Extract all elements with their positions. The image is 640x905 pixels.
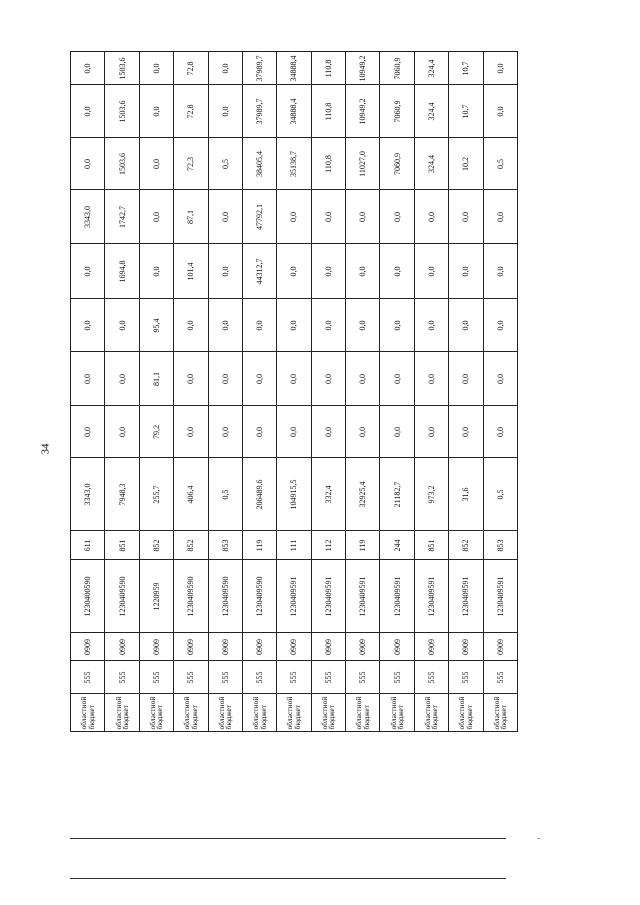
table-row [346,52,380,792]
table-cell-c6: 3343,0 [71,190,105,244]
table-cell-c5: 0,0 [414,244,448,299]
table-cell-c9: 0,0 [71,52,105,85]
table-cell-rzpr: 0909 [449,633,483,661]
table-cell-c3: 0,0 [174,352,208,406]
table-cell-c5: 0,0 [449,244,483,299]
table-cell-vr: 852 [174,531,208,560]
table-row [71,52,105,792]
table-cell-c2: 0,0 [71,406,105,458]
table-cell-c4: 0,0 [174,299,208,352]
table-cell-c8: 110,8 [311,85,345,138]
table-cell-c1: 104915,5 [277,458,311,531]
table-cell-c3: 0,0 [208,352,242,406]
table-cell-c3: 81,1 [139,352,173,406]
table-cell-name: областной бюджет [311,694,345,732]
table-cell-c7: 0,5 [208,138,242,190]
table-cell-ved: 555 [208,661,242,694]
table-cell-ved: 555 [71,661,105,694]
table-cell-c4: 0,0 [483,299,518,352]
table-cell-c9: 10,7 [449,52,483,85]
table-cell-name: областной бюджет [277,694,311,732]
table-cell-c4: 0,0 [71,299,105,352]
table-cell-vr: 112 [311,531,345,560]
table-row [139,52,173,792]
table-cell-c2: 0,0 [346,406,380,458]
table-cell-c3: 0,0 [449,352,483,406]
table-row [105,52,139,792]
table-cell-ved: 555 [174,661,208,694]
table-cell-c3: 0,0 [105,352,139,406]
signature-line [70,878,506,879]
table-cell-c2: 0,0 [414,406,448,458]
table-cell-c9: 34888,4 [277,52,311,85]
table-cell-c7: 35138,7 [277,138,311,190]
table-cell-c9: 0,0 [483,52,518,85]
table-cell-c8: 10,7 [449,85,483,138]
table-cell-csr: 1230409590 [105,560,139,633]
table-cell-c1: 332,4 [311,458,345,531]
table-cell-csr: 1230409591 [277,560,311,633]
budget-table [70,52,518,793]
table-cell-c4: 95,4 [139,299,173,352]
table-cell-c4: 0,0 [242,299,276,352]
table-cell-c2: 0,0 [483,406,518,458]
table-cell-c4: 0,0 [346,299,380,352]
table-cell-rzpr: 0909 [311,633,345,661]
table-cell-c2: 0,0 [105,406,139,458]
table-cell-ved: 555 [414,661,448,694]
table-cell-c2: 79,2 [139,406,173,458]
table-cell-c8: 1503,6 [105,85,139,138]
table-cell-c9: 324,4 [414,52,448,85]
table-cell-c6: 0,0 [346,190,380,244]
table-cell-c3: 0,0 [71,352,105,406]
table-cell-c2: 0,0 [208,406,242,458]
table-blank-cell [208,732,242,792]
table-cell-c5: 0,0 [139,244,173,299]
table-cell-vr: 119 [346,531,380,560]
table-cell-name: областной бюджет [139,694,173,732]
table-cell-csr: 1230409591 [311,560,345,633]
table-cell-c8: 0,0 [208,85,242,138]
table-row [449,52,483,792]
table-cell-c2: 0,0 [242,406,276,458]
table-cell-name: областной бюджет [174,694,208,732]
table-cell-c9: 10949,2 [346,52,380,85]
table-cell-csr: 1230409590 [208,560,242,633]
table-cell-c6: 47792,1 [242,190,276,244]
table-blank-cell [414,732,448,792]
table-cell-c1: 32925,4 [346,458,380,531]
table-cell-rzpr: 0909 [483,633,518,661]
table-cell-csr: 1230409591 [414,560,448,633]
table-cell-csr: 1230400590 [71,560,105,633]
table-cell-rzpr: 0909 [277,633,311,661]
table-cell-c8: 37989,7 [242,85,276,138]
page-number: 34 [39,443,52,455]
table-cell-rzpr: 0909 [105,633,139,661]
table-cell-c8: 0,0 [139,85,173,138]
table-row [414,52,448,792]
table-blank-cell [449,732,483,792]
table-cell-csr: 1230409591 [380,560,414,633]
table-cell-ved: 555 [311,661,345,694]
table-cell-c7: 1503,6 [105,138,139,190]
table-cell-c9: 110,8 [311,52,345,85]
table-cell-csr: 1230409590 [174,560,208,633]
table-cell-c3: 0,0 [242,352,276,406]
table-cell-name: областной бюджет [483,694,518,732]
table-cell-c8: 34888,4 [277,85,311,138]
table-cell-c1: 21182,7 [380,458,414,531]
table-cell-c8: 10949,2 [346,85,380,138]
table-cell-c1: 31,6 [449,458,483,531]
table-cell-c8: 72,8 [174,85,208,138]
scan-mark [537,838,540,839]
table-cell-c4: 0,0 [449,299,483,352]
table-cell-c5: 0,0 [380,244,414,299]
table-cell-c6: 87,1 [174,190,208,244]
table-cell-c3: 0,0 [311,352,345,406]
table-blank-cell [139,732,173,792]
table-blank-cell [174,732,208,792]
table-cell-c8: 7060,9 [380,85,414,138]
table-cell-csr: 1230409591 [346,560,380,633]
table-cell-csr: 1230409591 [483,560,518,633]
table-cell-c9: 7060,9 [380,52,414,85]
table-cell-vr: 852 [449,531,483,560]
table-cell-name: областной бюджет [208,694,242,732]
table-cell-rzpr: 0909 [139,633,173,661]
table-cell-c4: 0,0 [311,299,345,352]
table-cell-c4: 0,0 [277,299,311,352]
table-cell-c1: 0,5 [208,458,242,531]
table-cell-c3: 0,0 [346,352,380,406]
table-cell-c2: 0,0 [380,406,414,458]
table-blank-cell [483,732,518,792]
table-cell-c1: 406,4 [174,458,208,531]
table-cell-c6: 1742,7 [105,190,139,244]
table-cell-c7: 0,0 [139,138,173,190]
table-cell-name: областной бюджет [414,694,448,732]
table-cell-c2: 0,0 [277,406,311,458]
table-cell-name: областной бюджет [346,694,380,732]
table-cell-ved: 555 [483,661,518,694]
table-cell-vr: 851 [105,531,139,560]
table-cell-c4: 0,0 [414,299,448,352]
table-cell-c1: 3343,0 [71,458,105,531]
table-row [311,52,345,792]
budget-table-container [70,52,518,792]
table-row [174,52,208,792]
table-cell-c5: 1694,8 [105,244,139,299]
table-cell-vr: 244 [380,531,414,560]
table-cell-rzpr: 0909 [208,633,242,661]
table-row [277,52,311,792]
table-cell-name: областной бюджет [380,694,414,732]
table-cell-c6: 0,0 [311,190,345,244]
table-cell-c7: 324,4 [414,138,448,190]
table-cell-c6: 0,0 [380,190,414,244]
table-cell-c9: 0,0 [208,52,242,85]
signature-line [70,838,506,839]
table-cell-c6: 0,0 [277,190,311,244]
table-cell-c6: 0,0 [449,190,483,244]
table-cell-csr: 1230409591 [449,560,483,633]
table-cell-c8: 0,0 [71,85,105,138]
table-blank-cell [277,732,311,792]
table-cell-c5: 0,0 [483,244,518,299]
table-cell-csr: 1230409590 [242,560,276,633]
table-blank-cell [311,732,345,792]
table-cell-c1: 206489,6 [242,458,276,531]
table-cell-c3: 0,0 [414,352,448,406]
table-cell-c3: 0,0 [380,352,414,406]
table-cell-rzpr: 0909 [380,633,414,661]
table-cell-c6: 0,0 [414,190,448,244]
table-cell-vr: 853 [208,531,242,560]
table-cell-c4: 0,0 [208,299,242,352]
table-cell-vr: 111 [277,531,311,560]
table-cell-c8: 0,0 [483,85,518,138]
table-cell-ved: 555 [449,661,483,694]
table-cell-c9: 1503,6 [105,52,139,85]
table-row [380,52,414,792]
table-cell-c7: 7060,9 [380,138,414,190]
table-cell-name: областной бюджет [105,694,139,732]
table-cell-csr: 1220959 [139,560,173,633]
table-cell-ved: 555 [380,661,414,694]
table-cell-c7: 110,8 [311,138,345,190]
table-cell-c3: 0,0 [483,352,518,406]
table-cell-rzpr: 0909 [346,633,380,661]
table-cell-c6: 0,0 [139,190,173,244]
table-cell-c5: 0,0 [277,244,311,299]
table-blank-cell [105,732,139,792]
table-cell-c9: 72,8 [174,52,208,85]
table-cell-c2: 0,0 [174,406,208,458]
table-cell-ved: 555 [139,661,173,694]
table-cell-c9: 0,0 [139,52,173,85]
table-cell-rzpr: 0909 [71,633,105,661]
table-cell-ved: 555 [105,661,139,694]
table-row [208,52,242,792]
table-cell-c3: 0,0 [277,352,311,406]
table-blank-cell [380,732,414,792]
table-cell-c8: 324,4 [414,85,448,138]
table-cell-vr: 853 [483,531,518,560]
table-cell-rzpr: 0909 [414,633,448,661]
table-cell-c6: 0,0 [208,190,242,244]
table-cell-c5: 0,0 [208,244,242,299]
table-cell-c4: 0,0 [105,299,139,352]
table-blank-cell [71,732,105,792]
table-cell-c7: 0,0 [71,138,105,190]
table-cell-rzpr: 0909 [242,633,276,661]
table-cell-name: областной бюджет [71,694,105,732]
table-cell-ved: 555 [277,661,311,694]
table-row [483,52,518,792]
table-cell-c5: 44312,7 [242,244,276,299]
table-cell-c1: 255,7 [139,458,173,531]
table-row [242,52,276,792]
table-cell-ved: 555 [346,661,380,694]
table-cell-c7: 10,2 [449,138,483,190]
table-blank-cell [242,732,276,792]
table-cell-vr: 611 [71,531,105,560]
table-blank-cell [346,732,380,792]
table-cell-vr: 851 [414,531,448,560]
table-cell-ved: 555 [242,661,276,694]
table-cell-c2: 0,0 [449,406,483,458]
table-cell-c1: 0,5 [483,458,518,531]
table-cell-c5: 101,4 [174,244,208,299]
table-cell-c7: 38405,4 [242,138,276,190]
table-cell-name: областной бюджет [449,694,483,732]
table-cell-c7: 72,3 [174,138,208,190]
table-cell-c5: 0,0 [311,244,345,299]
table-cell-c2: 0,0 [311,406,345,458]
table-cell-vr: 852 [139,531,173,560]
table-cell-c6: 0,0 [483,190,518,244]
table-cell-rzpr: 0909 [174,633,208,661]
table-cell-name: областной бюджет [242,694,276,732]
table-cell-c7: 0,5 [483,138,518,190]
table-cell-c5: 0,0 [346,244,380,299]
table-cell-c7: 11027,0 [346,138,380,190]
table-cell-c1: 973,2 [414,458,448,531]
table-cell-vr: 119 [242,531,276,560]
table-cell-c1: 7948,3 [105,458,139,531]
table-cell-c5: 0,0 [71,244,105,299]
table-cell-c9: 37989,7 [242,52,276,85]
table-cell-c4: 0,0 [380,299,414,352]
